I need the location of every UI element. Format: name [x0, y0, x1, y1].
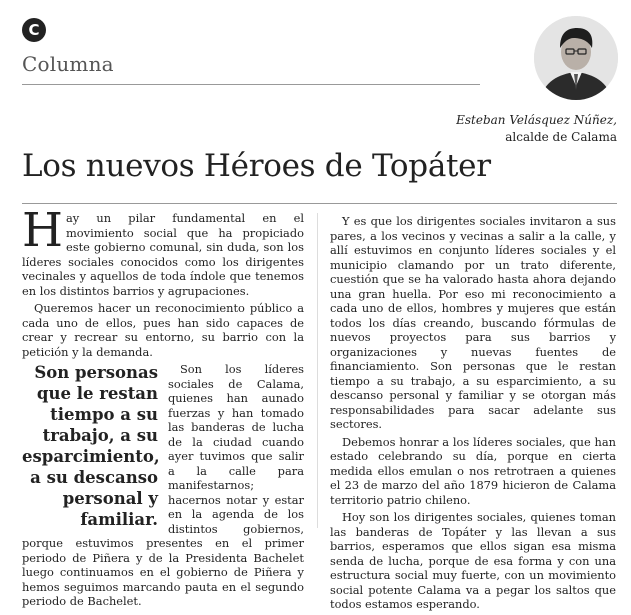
divider: [22, 203, 617, 204]
paragraph: Queremos hacer un reconocimiento público a cada uno de ellos, pues han sido capaces de crear y recrear su entorno, su barrio con la petición y la demanda.: [22, 301, 304, 359]
drop-cap: H: [22, 203, 63, 258]
section-label: Columna: [22, 52, 114, 76]
author-portrait: [534, 16, 618, 100]
paragraph: [330, 214, 616, 432]
paragraph-text: Y es que los dirigentes sociales invitaron a sus pares, a los vecinos y vecinas a salir a la calle, y allí estuvimos en conjunto líderes sociales y el municipio clamando por un trato diferente, cuestión que se ha valorado hasta ahora dejando una gran huella.: [330, 214, 616, 301]
paragraph: Debemos honrar a los líderes sociales, que han estado celebrando su día, porque en cierta medida ellos emulan o nos retrotraen a quienes el 23 de marzo del año 1879 hicieron de Calama territorio patrio chileno.: [330, 434, 616, 507]
author-role: alcalde de Calama: [505, 130, 617, 144]
author-byline: [456, 112, 617, 146]
article-column-1: [22, 203, 304, 612]
article-column-2: [330, 214, 616, 615]
column-divider: [317, 213, 318, 528]
pull-quote: Son personas que le restan tiempo a su trabajo, a su esparcimiento, a su descanso personal y familiar.: [22, 363, 160, 529]
paragraph: Hoy son los dirigentes sociales, quienes toman las banderas de Topáter y las llevan a sus barrios, esperamos que ellos sigan esa misma senda de lucha, porque de esa forma y con una estructura social muy fuerte, con un movimiento social potente Calama va a pegar los saltos que todos estamos esperando.: [330, 510, 616, 611]
paragraph: [22, 203, 304, 298]
article-headline: Los nuevos Héroes de Topáter: [22, 148, 491, 184]
divider: [22, 84, 480, 85]
paragraph-text: Por eso mi reconocimiento a cada uno de ellos, hombres y mujeres que están todos los días creando, buscando fórmulas de nuevos proyectos para sus barrios y organizaciones y nuevas fuentes de financiamiento. Son personas que le restan tiempo a su trabajo, a su esparcimiento, a su descanso personal y familiar y se otorgan más responsabilidades para sacar adelante sus sectores.: [330, 286, 616, 431]
author-name: Esteban Velásquez Núñez,: [456, 113, 617, 127]
paragraph-text: ay un pilar fundamental en el movimiento social que ha propiciado este gobierno comunal, sin duda, son los líderes sociales conocidos como los dirigentes vecinales y aquellos de toda índole que tenemos en los distintos barrios y agrupaciones.: [22, 211, 304, 298]
column-badge: C: [22, 18, 46, 42]
author-photo-icon: [534, 16, 618, 100]
paragraph: Son los líderes sociales de Calama, quienes han aunado fuerzas y han tomado las banderas de lucha de la ciudad cuando ayer tuvimos que salir a la calle para manifestarnos; hacernos notar y estar en la agenda de los distintos gobiernos, porque estuvimos presentes en el primer periodo de Piñera y de la Presidenta Bachelet luego continuamos en el gobierno de Piñera y hemos seguimos marcando pauta en el segundo periodo de Bachelet.: [22, 362, 304, 608]
